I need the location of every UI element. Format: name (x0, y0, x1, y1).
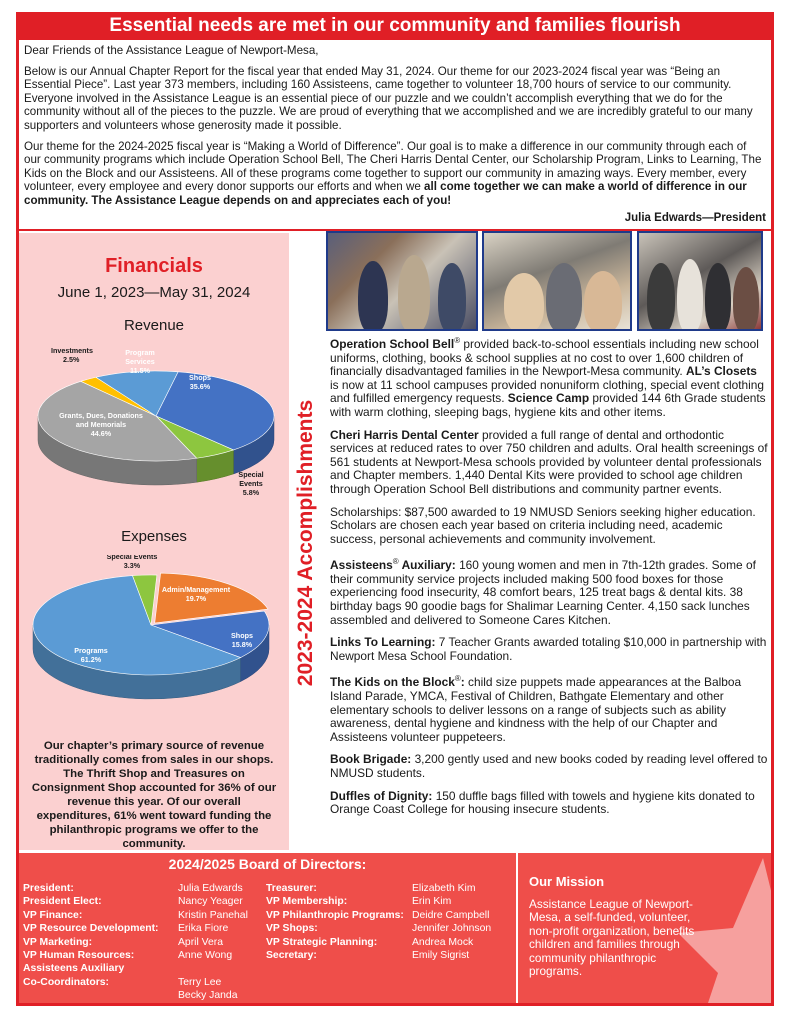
page-banner: Essential needs are met in our community and families flourish (16, 12, 774, 40)
acc-dental-name: Cheri Harris Dental Center (330, 427, 479, 442)
photo-volunteers-selfie (482, 231, 632, 331)
board-role-1: President Elect: (23, 896, 102, 908)
board-left-names (178, 882, 248, 1003)
letter-paragraph-2 (24, 140, 766, 208)
board-name-4: April Vera (178, 936, 224, 948)
pie-label-programs: Programs 61.2% (74, 646, 108, 664)
acc-assisteens-text2: Some of their community service projects included making 500 food boxes for those experiencing food insecurity, 48 comfort bears, 125 treat bags & dental kits. 38 birthday bags 90 goodie bags for Shalimar Learning Center. 4,150 sack lunches assembled and delivered to Someone Cares Kitchen. (330, 558, 756, 627)
board-role-right-5: Secretary: (266, 949, 317, 961)
board-name-right-5: Emily Sigrist (412, 949, 470, 961)
acc-osb-text2: is now at 11 school campuses provided nonuniform clothing, special event clothing and fulfilled emergency requests. (330, 377, 765, 406)
board-name-right-1: Erin Kim (412, 896, 452, 908)
board-name-0: Julia Edwards (178, 883, 243, 894)
acc-scholarships (330, 506, 768, 547)
pie-label-program-services: Program Services 11.5% (125, 348, 155, 375)
pie-label-shops: Shops 15.8% (231, 631, 253, 649)
pie-label-special-events: Special Events 3.3% (106, 555, 158, 570)
board-role-6: Assisteens Auxiliary (23, 963, 125, 975)
board-name-1: Nancy Yeager (178, 896, 243, 908)
acc-book-name: Book Brigade: (330, 752, 412, 767)
accomplishments-vertical-title-text: 2023-2024 Accomplishments (294, 399, 317, 687)
acc-links-name: Links To Learning: (330, 635, 436, 650)
board-of-directors (19, 853, 516, 1003)
board-name-2: Kristin Panehal (178, 909, 248, 921)
revenue-pie-chart (19, 341, 289, 531)
board-role-3: VP Resource Development: (23, 923, 159, 935)
financials-title: Financials (105, 255, 203, 277)
acc-osb-camp: Science Camp (507, 391, 590, 406)
board-name-7: Terry Lee (178, 976, 222, 988)
acc-assisteens-name: Assisteens (330, 558, 393, 573)
letter-paragraph-2-text: Our theme for the 2024-2025 fiscal year is “Making a World of Difference”. Our goal is to make a difference in our community through each of our community programs which include Operation School Bell, The Cheri Harris Dental Center, our Scholarship Program, Links to Learning, The Kids on the Block and our Assisteens. All of these programs come together to support our community in amazing ways. Every member, every volunteer, every employee and every donor supports our efforts and when we (24, 139, 762, 194)
acc-operation-school-bell (330, 334, 768, 420)
acc-kids-text: child size puppets made appearances at the Balboa Island Parade, YMCA, Festival of Children, Bathgate Elementary and other elementary schools to deliver lessons on a range of subjects such as ability awareness, dental hygiene and kindness with the help of our Chapter and Assisteens volunteer puppeteers. (330, 675, 742, 744)
board-name-6 (178, 962, 248, 975)
board-name-right-4: Andrea Mock (412, 936, 474, 948)
acc-dental-center (330, 429, 768, 497)
acc-links-to-learning (330, 636, 768, 663)
board-name-5: Anne Wong (178, 949, 233, 961)
financials-summary: Our chapter’s primary source of revenue traditionally comes from sales in our shops. The Thrift Shop and Treasures on Consignment Shop accounted for 36% of our revenue this year. Of our overall expenditures, 61% went toward funding the philanthropic programs we offer to the community. (31, 740, 277, 850)
pie-label-shops: Shops 35.6% (189, 373, 211, 391)
board-role-2: VP Finance: (23, 909, 83, 921)
acc-book-brigade (330, 753, 768, 780)
acc-osb-text3: provided 144 6th Grade students with warm clothing, sleeping bags, hygiene kits and other items. (330, 391, 766, 419)
board-role-right-2: VP Philanthropic Programs: (266, 909, 404, 921)
acc-duffles-text: 150 duffle bags filled with towels and hygiene kits donated to Orange Coast College for housing insecure students. (330, 788, 755, 817)
acc-duffles-name: Duffles of Dignity: (330, 788, 433, 803)
acc-osb-closets: AL’s Closets (686, 364, 757, 379)
financials-panel (19, 233, 289, 850)
letter-signature: Julia Edwards—President (624, 211, 766, 224)
acc-osb-reg: ® (454, 336, 461, 345)
letter-paragraph-1: Below is our Annual Chapter Report for the fiscal year that ended May 31, 2024. Our theme for our 2023-2024 fiscal year was “Being an Essential Piece”. Last year 373 members, including 160 Assisteens, came together to volunteer 18,700 hours of service to our community. Everyone involved in the Assistance League is an essential piece of our puzzle and we couldn’t accomplish everything that we do for the community without all of the pieces to the puzzle. We are proud of everything that we accomplished and we are incredibly grateful to our many supporters and volunteers whose generosity made it possible. (24, 64, 753, 132)
board-right-roles (266, 882, 404, 962)
acc-dental-text: provided a full range of dental and orthodontic services at reduced rates to over 750 children and adults. Oral health screenings of 561 students at Newport-Mesa schools provided by volunteer dental professionals and Chapter members. 1,440 Dental Kits were provided to school age children through Operation School Bell distributions and community partner events. (330, 427, 768, 496)
pie-label-special-events: Special Events 5.8% (238, 470, 264, 497)
board-role-right-3: VP Shops: (266, 923, 318, 935)
mission-title: Our Mission (529, 874, 605, 889)
expenses-pie-chart (19, 555, 289, 730)
acc-duffles (330, 790, 768, 817)
board-role-4: VP Marketing: (23, 936, 93, 948)
mission-text: Assistance League of Newport-Mesa, a self-funded, volunteer, non-profit organization, benefits children and families through community philanthropic programs. (529, 897, 695, 979)
acc-assisteens (330, 555, 768, 627)
accomplishments-vertical-title (292, 236, 320, 850)
board-right-names (412, 882, 491, 962)
expenses-title: Expenses (121, 528, 187, 545)
acc-osb-name: Operation School Bell (330, 336, 455, 351)
revenue-title: Revenue (123, 317, 185, 334)
board-role-right-0: Treasurer: (266, 883, 317, 894)
acc-kids-name: The Kids on the Block (330, 675, 455, 690)
acc-links-text: 7 Teacher Grants awarded totaling $10,000 in partnership with Newport Mesa School Foundation. (330, 635, 767, 663)
letter-greeting: Dear Friends of the Assistance League of Newport-Mesa, (24, 44, 319, 57)
acc-kids-name2: : (460, 675, 465, 690)
acc-scholar-text: Scholarships: $87,500 awarded to 19 NMUSD Seniors seeking higher education. Scholars are chosen each year based on criteria including need, academic success, personal achievements and community involvement. (330, 504, 756, 546)
board-role-0: President: (23, 883, 74, 894)
acc-assisteens-name2: Auxiliary: (398, 558, 456, 573)
accomplishments (330, 334, 768, 826)
board-title: 2024/2025 Board of Directors: (168, 856, 367, 872)
acc-book-text: 3,200 gently used and new books coded by reading level offered to NMUSD students. (330, 752, 768, 780)
board-left-roles (23, 882, 159, 989)
acc-kids-reg: ® (454, 674, 461, 684)
letter-paragraph-2-bold: all come together we can make a world of difference in our community. The Assistance League depends on and appreciates each of you! (24, 180, 747, 207)
mission-panel (518, 853, 771, 1003)
board-name-right-0: Elizabeth Kim (412, 883, 476, 894)
board-name-8: Becky Janda (178, 990, 238, 1002)
financials-dates: June 1, 2023—May 31, 2024 (57, 284, 251, 301)
pie-label-grants-dues-donations-and-memorials: Grants, Dues, Donations and Memorials 44.6% (59, 411, 143, 438)
board-name-3: Erika Fiore (178, 923, 229, 935)
board-name-right-3: Jennifer Johnson (412, 923, 492, 935)
board-role-right-1: VP Membership: (266, 896, 348, 908)
photo-volunteers-group (637, 231, 763, 331)
board-role-right-4: VP Strategic Planning: (266, 936, 378, 948)
board-name-right-2: Deidre Campbell (412, 909, 490, 921)
acc-assisteens-reg: ® (392, 557, 399, 567)
acc-kids-on-the-block (330, 672, 768, 744)
photo-clothing-store (326, 231, 478, 331)
acc-assisteens-text: 160 young women and men in 7th-12th grades. (455, 558, 712, 573)
board-role-5: VP Human Resources: (23, 949, 135, 961)
pie-label-admin-management: Admin/Management 19.7% (161, 585, 231, 603)
pie-label-investments: Investments 2.5% (51, 346, 93, 364)
acc-osb-text: provided back-to-school essentials including new school uniforms, clothing, books & school supplies at no cost to over 1,600 children of financially disadvantaged families in the Newport-Mesa community. (330, 336, 759, 379)
letter (24, 44, 766, 225)
board-role-7: Co-Coordinators: (23, 976, 110, 988)
